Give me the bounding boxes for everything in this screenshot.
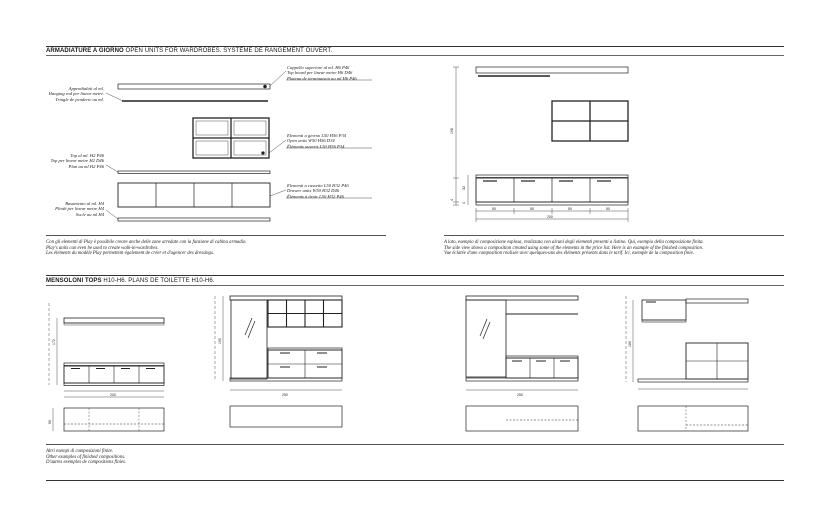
dim-width-2: 50 bbox=[530, 207, 534, 211]
dim-c1-width: 200 bbox=[110, 393, 116, 397]
dim-width-total: 200 bbox=[547, 215, 553, 219]
label-top: Top al ml. H2 P46 Top per linear metre H2 D46 Plan au ml H2 P46 bbox=[50, 153, 104, 169]
dim-width-3: 50 bbox=[568, 207, 572, 211]
dim-c1-plan: 56 bbox=[48, 420, 52, 424]
label-base: Basamento al ml. H4 Plinth per linear metre H4 Socle au ml H4 bbox=[55, 201, 104, 217]
dim-width-4: 50 bbox=[606, 207, 610, 211]
dim-height-a: 32 bbox=[462, 186, 466, 190]
section2-title-rest: H10-H6. PLANS DE TOILETTE H10-H6. bbox=[101, 278, 215, 284]
section1-title-rest: OPEN UNITS FOR WARDROBES. SYSTÈME DE RANGEMENT OUVERT. bbox=[123, 48, 333, 54]
dim-c1-height: 172 bbox=[52, 339, 56, 345]
dim-c3-width: 250 bbox=[517, 393, 523, 397]
dim-width-1: 50 bbox=[492, 207, 496, 211]
section1-caption-left: Con gli elementi di Play è possibile creare anche delle zone arredate con la funzione di cabina armadio. Play's units can even be used to create walk-in-wardrobes. Les éléments du modèle Play permettent également de créer et d'agencer des dressings. bbox=[46, 240, 247, 257]
label-top-board: Cappello superiore al ml. H6 P46 Top board per linear metre H6 D46 Plateau de terminaison au ml H6 P46 bbox=[287, 65, 357, 81]
section1-title-bold: ARMADIATURE A GIORNO bbox=[46, 48, 124, 54]
dim-height-c: 4 bbox=[462, 202, 466, 204]
dim-height-total: 198 bbox=[450, 128, 454, 134]
section1-caption-right: A lato, esempio di composizione esplosa, realizzata con alcuni degli elementi presenti a listino. Qui, esempio della composizione finita. The side view shows a composition created using some of the elements in the price list. Here is an example of the finished composition. Vue éclatée d'une composition réalisée avec quelques-uns des éléments présents dans le tarif. Ici, exemple de la composition finie. bbox=[444, 240, 704, 257]
label-drawer-units: Elementi a cassetto L50 H32 P46 Drawer units W50 H32 D46 Éléments à tiroir L50 H32 P46 bbox=[287, 183, 349, 199]
label-hanging-rod: Appendiabiti al ml. Hanging rod per linear metre. Tringle de penderie au ml. bbox=[48, 86, 104, 102]
dim-c4-height: 180 bbox=[628, 341, 632, 347]
page-bottom-rule bbox=[46, 480, 784, 481]
dim-c2-width: 250 bbox=[282, 393, 288, 397]
section2-title-bold: MENSOLONI TOPS bbox=[46, 278, 102, 284]
label-open-units: Elementi a giorno L50 H56 P34 Open units W50 H56 D34 Éléments ouverts L50 H56 P34 bbox=[287, 133, 347, 149]
section2-caption-rule bbox=[46, 444, 784, 445]
dim-c2-height: 190 bbox=[218, 338, 222, 344]
section2-caption: Altri esempi di composizioni finite. Other examples of finished compositions. D'autres exemples de compositions finies. bbox=[46, 449, 127, 466]
dim-height-b: 4 bbox=[450, 199, 454, 201]
